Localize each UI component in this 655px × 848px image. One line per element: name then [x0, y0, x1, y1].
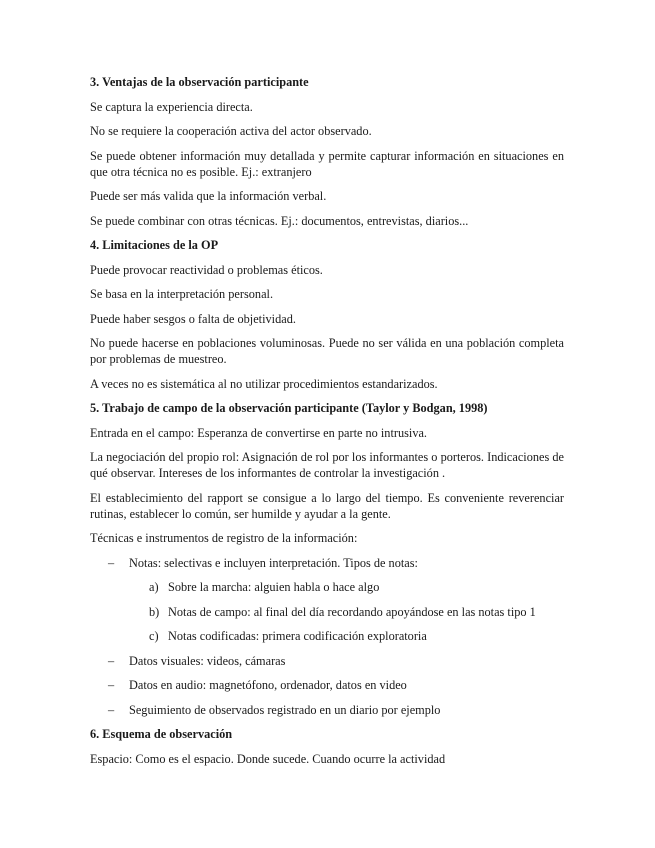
sub-list-marker: b)	[149, 604, 160, 619]
section-5-paragraph: Técnicas e instrumentos de registro de la información:	[90, 531, 358, 545]
sub-list-text: Notas de campo: al final del día recordando apoyándose en las notas tipo 1	[168, 604, 536, 619]
section-3-paragraph: Se captura la experiencia directa.	[90, 99, 253, 114]
document-page	[90, 74, 564, 775]
section-4-paragraph: No puede hacerse en poblaciones voluminosas. Puede no ser válida en una población completa por problemas de muestreo.	[90, 336, 564, 366]
sub-list-text: Notas codificadas: primera codificación exploratoria	[168, 629, 427, 643]
section-3-paragraph: Se puede obtener información muy detallada y permite capturar información en situaciones en que otra técnica no es posible. Ej.: extranjero	[90, 148, 564, 179]
list-item	[90, 677, 564, 693]
sub-list-item	[90, 604, 564, 620]
sub-list-marker: a)	[149, 580, 159, 594]
sub-list-item	[90, 579, 564, 595]
section-3-paragraph: Se puede combinar con otras técnicas. Ej.: documentos, entrevistas, diarios...	[90, 213, 469, 228]
list-item	[90, 702, 564, 718]
dash-marker: –	[108, 678, 115, 692]
section-6-heading: 6. Esquema de observación	[90, 727, 233, 741]
list-item-text: Seguimiento de observados registrado en un diario por ejemplo	[129, 702, 441, 717]
section-4-heading: 4. Limitaciones de la OP	[90, 238, 219, 252]
list-item-text: Datos visuales: videos, cámaras	[129, 653, 286, 668]
section-3-paragraph: Puede ser más valida que la información verbal.	[90, 189, 327, 203]
list-item	[90, 555, 564, 571]
section-5-heading: 5. Trabajo de campo de la observación participante (Taylor y Bodgan, 1998)	[90, 401, 488, 415]
section-4-paragraph: Se basa en la interpretación personal.	[90, 287, 274, 301]
section-4-paragraph: Puede provocar reactividad o problemas éticos.	[90, 262, 323, 277]
dash-marker: –	[108, 702, 115, 717]
list-item-text: Notas: selectivas e incluyen interpretación. Tipos de notas:	[129, 555, 418, 570]
sub-list-marker: c)	[149, 629, 159, 643]
dash-marker: –	[108, 555, 115, 570]
section-5-paragraph: Entrada en el campo: Esperanza de convertirse en parte no intrusiva.	[90, 425, 427, 440]
section-3-paragraph: No se requiere la cooperación activa del actor observado.	[90, 124, 372, 138]
section-5-paragraph: El establecimiento del rapport se consigue a lo largo del tiempo. Es conveniente reverenciar rutinas, establecer lo común, ser humilde y ayudar a la gente.	[90, 490, 564, 521]
section-4-paragraph: A veces no es sistemática al no utilizar procedimientos estandarizados.	[90, 376, 438, 391]
sub-list-item	[90, 628, 564, 644]
dash-marker: –	[108, 653, 115, 668]
sub-list-text: Sobre la marcha: alguien habla o hace algo	[168, 580, 380, 594]
section-5-paragraph: La negociación del propio rol: Asignación de rol por los informantes o porteros. Indicaciones de qué observar. Intereses de los informantes de controlar la investigación .	[90, 450, 564, 480]
section-4-paragraph: Puede haber sesgos o falta de objetividad.	[90, 311, 296, 326]
section-6-paragraph: Espacio: Como es el espacio. Donde sucede. Cuando ocurre la actividad	[90, 751, 446, 766]
list-item	[90, 653, 564, 669]
section-3-heading: 3. Ventajas de la observación participante	[90, 75, 309, 89]
list-item-text: Datos en audio: magnetófono, ordenador, datos en video	[129, 678, 407, 692]
